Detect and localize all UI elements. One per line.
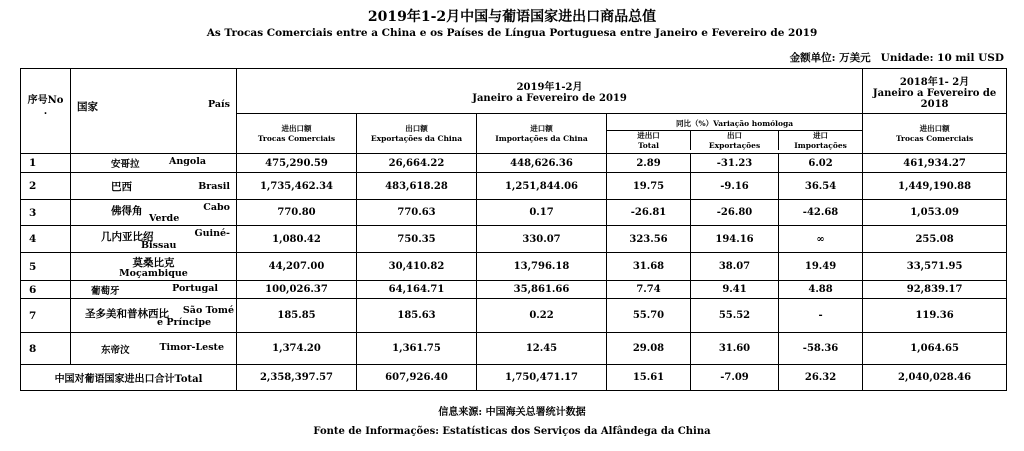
table-row: 2 巴西 Brasil 1,735,462.34 483,618.28 1,251,844.06 19.75 -9.16 36.54 1,449,190.88 <box>21 173 1007 200</box>
country-cell: 东帝汶 Timor-Leste <box>71 333 237 365</box>
trade-table <box>20 68 1007 391</box>
header-country: 国家 País <box>71 69 237 154</box>
source-zh: 信息来源: 中国海关总署统计数据 <box>438 407 586 418</box>
header-yoy-total: 进出口 Total <box>607 131 691 150</box>
page-title: 2019年1-2月中国与葡语国家进出口商品总值 <box>367 9 657 25</box>
header-trade: 进出口额 Trocas Comerciais <box>237 114 357 154</box>
country-cell: 佛得角 Cabo Verde <box>71 200 237 226</box>
table-row: 1 安哥拉 Angola 475,290.59 26,664.22 448,626.36 2.89 -31.23 6.02 461,934.27 <box>21 154 1007 173</box>
table-row: 6 葡萄牙 Portugal 100,026.37 64,164.71 35,861.66 7.74 9.41 4.88 92,839.17 <box>21 281 1007 299</box>
table-row: 4 几内亚比绍 Guiné- Bissau 1,080.42 750.35 330.07 323.56 194.16 ∞ 255.08 <box>21 226 1007 253</box>
unit-pt: Unidade: 10 mil USD <box>880 52 1004 64</box>
table-row: 5 莫桑比克 Moçambique 44,207.00 30,410.82 13,796.18 31.68 38.07 19.49 33,571.95 <box>21 253 1007 281</box>
country-cell: 莫桑比克 Moçambique <box>71 253 237 281</box>
header-exports: 出口额 Exportações da China <box>357 114 477 154</box>
header-yoy-exports: 出口 Exportações <box>691 131 779 150</box>
country-cell: 几内亚比绍 Guiné- Bissau <box>71 226 237 253</box>
unit-label <box>780 50 1004 65</box>
page-subtitle: As Trocas Comerciais entre a China e os Países de Língua Portuguesa entre Janeiro e Fevereiro de 2019 <box>206 27 818 39</box>
unit-zh: 金额单位: 万美元 <box>789 52 871 64</box>
country-cell: 圣多美和普林西比 São Tomé e Príncipe <box>71 299 237 333</box>
header-prev-period: 2018年1- 2月 Janeiro a Fevereiro de 2018 <box>863 69 1007 114</box>
table-row: 8 东帝汶 Timor-Leste 1,374.20 1,361.75 12.45 29.08 31.60 -58.36 1,064.65 <box>21 333 1007 365</box>
header-prev-trade: 进出口额 Trocas Comerciais <box>863 114 1007 154</box>
country-cell: 安哥拉 Angola <box>71 154 237 173</box>
table-row: 3 佛得角 Cabo Verde 770.80 770.63 0.17 -26.81 -26.80 -42.68 1,053.09 <box>21 200 1007 226</box>
header-yoy-imports: 进口 Importações <box>794 131 847 150</box>
header-seq: 序号No . <box>21 69 71 154</box>
header-imports: 进口额 Importações da China <box>477 114 607 154</box>
total-row: 中国对葡语国家进出口合计Total 2,358,397.57 607,926.40 1,750,471.17 15.61 -7.09 26.32 2,040,028.46 <box>21 365 1007 391</box>
header-yoy: 同比（%）Variação homóloga 进出口 Total 出口 Exportações 进口 Importações <box>607 114 863 154</box>
table-row: 7 圣多美和普林西比 São Tomé e Príncipe 185.85 185.63 0.22 55.70 55.52 - 119.36 <box>21 299 1007 333</box>
country-cell: 葡萄牙 Portugal <box>71 281 237 299</box>
source-pt: Fonte de Informações: Estatísticas dos Serviços da Alfândega da China <box>313 426 711 437</box>
country-cell: 巴西 Brasil <box>71 173 237 200</box>
header-period: 2019年1-2月 Janeiro a Fevereiro de 2019 <box>237 69 863 114</box>
total-label: 中国对葡语国家进出口合计Total <box>21 365 237 391</box>
